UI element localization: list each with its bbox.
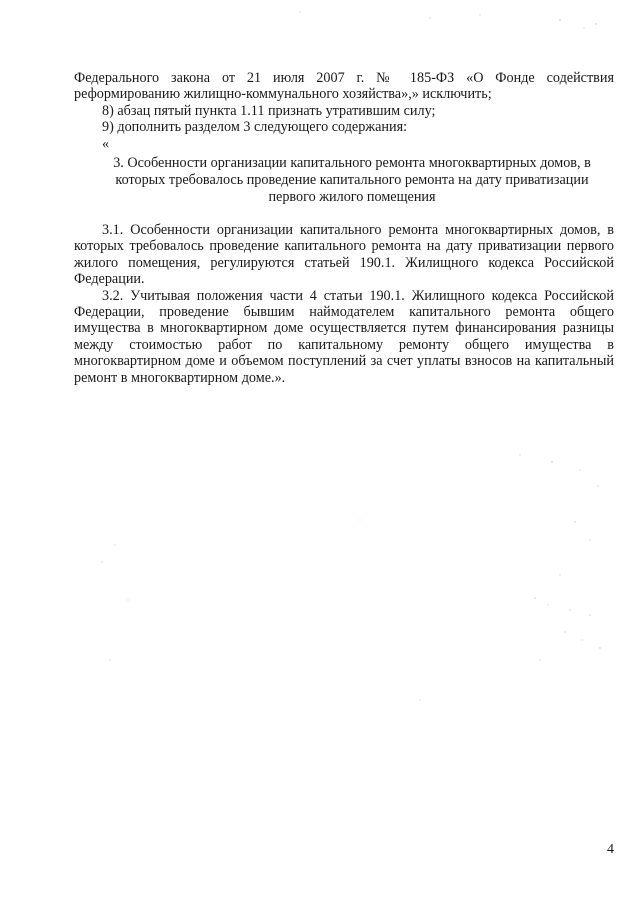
list-item-8: 8) абзац пятый пункта 1.11 признать утратившим силу; [102,102,436,119]
section-heading-block [74,155,614,206]
section-heading: 3. Особенности организации капитального ремонта многоквартирных домов, в которых требовалось проведение капитального ремонта на дату приватизации первого жилого помещения [113,155,591,205]
clause-3-1: 3.1. Особенности организации капитального ремонта многоквартирных домов, в которых требовалось проведение капитального ремонта на дату приватизации первого жилого помещения, регулируются статьей 190.1. Жилищного кодекса Российской Федерации. [74,222,614,288]
page-number: 4 [607,842,614,857]
list-item-9: 9) дополнить разделом 3 следующего содержания: [102,119,408,136]
opening-quote-mark: « [102,135,110,152]
clause-3-2: 3.2. Учитывая положения части 4 статьи 190.1. Жилищного кодекса Российской Федерации, проведение бывшим наймодателем капитального ремонта общего имущества в многоквартирном доме осуществляется путем финансирования разницы между стоимостью работ по капитальному ремонту общего имущества в многоквартирном доме и объемом поступлений за счет уплаты взносов на капитальный ремонт в многоквартирном доме.». [74,287,614,386]
section-body [74,222,614,386]
intro-paragraph: Федерального закона от 21 июля 2007 г. № 185-ФЗ «О Фонде содействия реформированию жилищно-коммунального хозяйства»,» исключить; [74,70,614,103]
body-text [74,70,614,152]
